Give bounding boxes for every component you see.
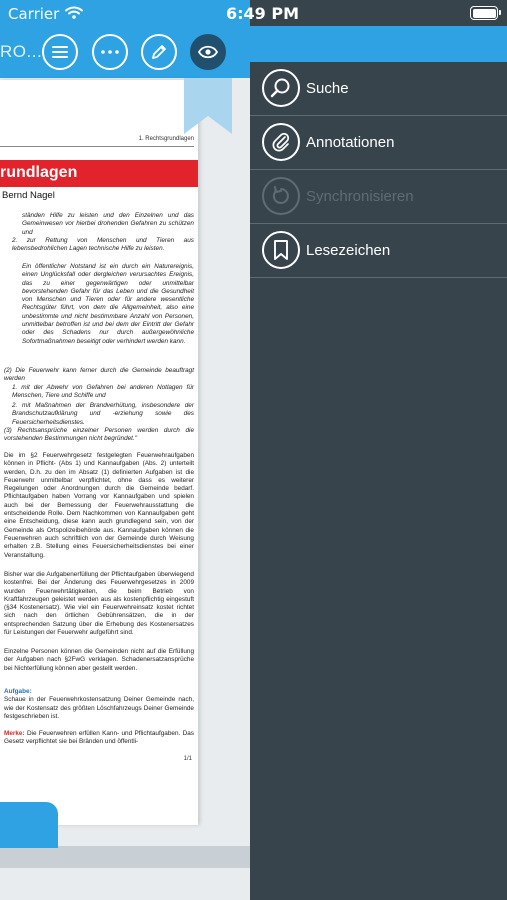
paragraph: Ein öffentlicher Notstand ist ein durch ein Naturereignis, einen Unglücksfall oder dergleichen verursachtes Ereignis, das zu einer gegenwärtigen oder unmittelbar bevorstehenden Gefahr für das Leben und die Gesundheit von Menschen und Tieren oder für andere wesentliche Rechtsgüter führt, von dem die Allgemeinheit, also eine unbestimmte und nicht bestimmbare Anzahl von Personen, unmittelbar betroffen ist und bei dem der Eintritt der Gefahr oder des Schadens nur durch außergewöhnliche Sofortmaßnahmen beseitigt oder verhindert werden kann. — [22, 263, 194, 345]
more-button[interactable] — [92, 34, 128, 70]
menu-item-label: Suche — [306, 80, 349, 97]
document-title[interactable]: RO... — [0, 42, 43, 61]
menu-item-sync — [250, 170, 507, 224]
side-menu — [250, 0, 507, 900]
bookmark-ribbon-icon[interactable] — [184, 78, 232, 134]
list-button[interactable] — [42, 34, 78, 70]
sync-icon — [262, 177, 300, 215]
paperclip-icon — [262, 123, 300, 161]
menu-item-label: Synchronisieren — [306, 188, 414, 205]
annotate-button[interactable] — [141, 34, 177, 70]
paragraph: Einzelne Personen können die Gemeinden nicht auf die Erfüllung der Aufgaben nach §2FwG verklagen. Schadenersatzansprüche bei Nichterfüllung können aber gestellt werden. — [4, 648, 194, 672]
note-block — [4, 730, 194, 747]
header-rule — [0, 146, 194, 147]
bookmark-icon — [262, 231, 300, 269]
carrier-label: Carrier — [8, 5, 60, 23]
bottom-bar — [0, 868, 250, 900]
list-icon — [52, 45, 68, 59]
view-mode-button[interactable] — [190, 34, 226, 70]
thumbnail-strip[interactable] — [0, 846, 250, 868]
paragraph: (2) Die Feuerwehr kann ferner durch die Gemeinde beauftragt werden — [4, 367, 194, 383]
status-left — [8, 5, 83, 23]
search-icon — [262, 69, 300, 107]
paragraph: ständen Hilfe zu leisten und den Einzelnen und das Gemeinwesen vor hierbei drohenden Gefahren zu schützen und — [22, 212, 194, 236]
task-block — [4, 688, 194, 721]
task-label: Aufgabe: — [4, 688, 32, 695]
paragraph: Bisher war die Aufgabenerfüllung der Pflichtaufgaben überwiegend kostenfrei. Bei der Änderung des Feuerwehrgesetzes in 2009 wurden Feuerwehrtätigkeiten, die beim Betrieb von Kraftfahrzeugen geleistet werden aus als kostenpflichtig eingestuft (§34 Kostenersatz). Wie viel ein Feuerwehreinsatz kostet richtet sich nach den örtlichen Gebührensätzen, die in der entsprechenden Satzung über die Erhebung des Kostenersatzes für Leistungen der Feuerwehr aufgeführt sind. — [4, 571, 194, 637]
menu-item-annotations[interactable] — [250, 116, 507, 170]
paragraph: 2. mit Maßnahmen der Brandverhütung, insbesondere der Brandschutzaufklärung und -erziehung sowie des Feuersicherheitsdienstes. — [12, 402, 194, 426]
menu-header-accent — [250, 26, 507, 62]
document-page — [0, 80, 198, 825]
status-time: 6:49 PM — [226, 4, 300, 23]
wifi-icon — [65, 5, 83, 23]
page-number: 1/1 — [183, 756, 192, 762]
note-text: Die Feuerwehren erfüllen Kann- und Pflichtaufgaben. Das Gesetz verpflichtet sie bei Bränden und öffentli- — [4, 730, 194, 746]
menu-item-search[interactable] — [250, 62, 507, 116]
paragraph: (3) Rechtsansprüche einzelner Personen werden durch die vorstehenden Bestimmungen nicht begründet." — [4, 427, 194, 443]
pencil-icon — [150, 43, 168, 61]
page-navigation-tab[interactable] — [0, 802, 58, 848]
paragraph: 1. mit der Abwehr von Gefahren bei anderen Notlagen für Menschen, Tiere und Schiffe und — [12, 384, 194, 400]
task-text: Schaue in der Feuerwehrkostensatzung Deiner Gemeinde nach, wie der Kostensatz des größten Löschfahrzeugs Deiner Gemeinde festgeschrieben ist. — [4, 696, 194, 720]
running-header: 1. Rechtsgrundlagen — [138, 136, 194, 142]
document-pane — [0, 0, 250, 900]
eye-icon — [198, 45, 218, 59]
menu-item-label: Lesezeichen — [306, 242, 391, 259]
status-bar — [0, 0, 507, 28]
menu-list — [250, 62, 507, 278]
more-icon — [101, 50, 119, 54]
battery-icon — [470, 6, 498, 20]
paragraph: Die im §2 Feuerwehrgesetz festgelegten Feuerwehraufgaben können in Pflicht- (Abs 1) und Kannaufgaben (Abs. 2) unterteilt werden, D.h. zu den im Absatz (1) definierten Aufgaben ist die Feuerwehr unmittelbar verpflichtet, ohne dass es weiterer Regelungen oder Anordnungen durch die Gemeinde bedarf. Pflichtaufgaben haben Vorrang vor Kannaufgaben und spielen auch bei der Bemessung der Feuerwehrausstattung die entscheidende Rolle. Dem Nachkommen von Kannaufgaben geht eine Entscheidung, diese kann auch grundlegend sein, von der Gemeinde als Ortspolizeibehörde aus. Kannaufgaben können die Feuerwehren auch schriftlich von der Gemeinde durch Weisung erhalten z.B. Stellung eines Feuersicherheitsdienstes bei einer Veranstaltung. — [4, 452, 194, 559]
menu-item-bookmarks[interactable] — [250, 224, 507, 278]
paragraph: 2. zur Rettung von Menschen und Tieren aus lebensbedrohlichen Lagen technische Hilfe zu leisten. — [12, 237, 194, 253]
note-label: Merke: — [4, 730, 25, 737]
menu-item-label: Annotationen — [306, 134, 395, 151]
chapter-title: rundlagen — [0, 164, 78, 181]
author-name: Bernd Nagel — [2, 190, 55, 201]
